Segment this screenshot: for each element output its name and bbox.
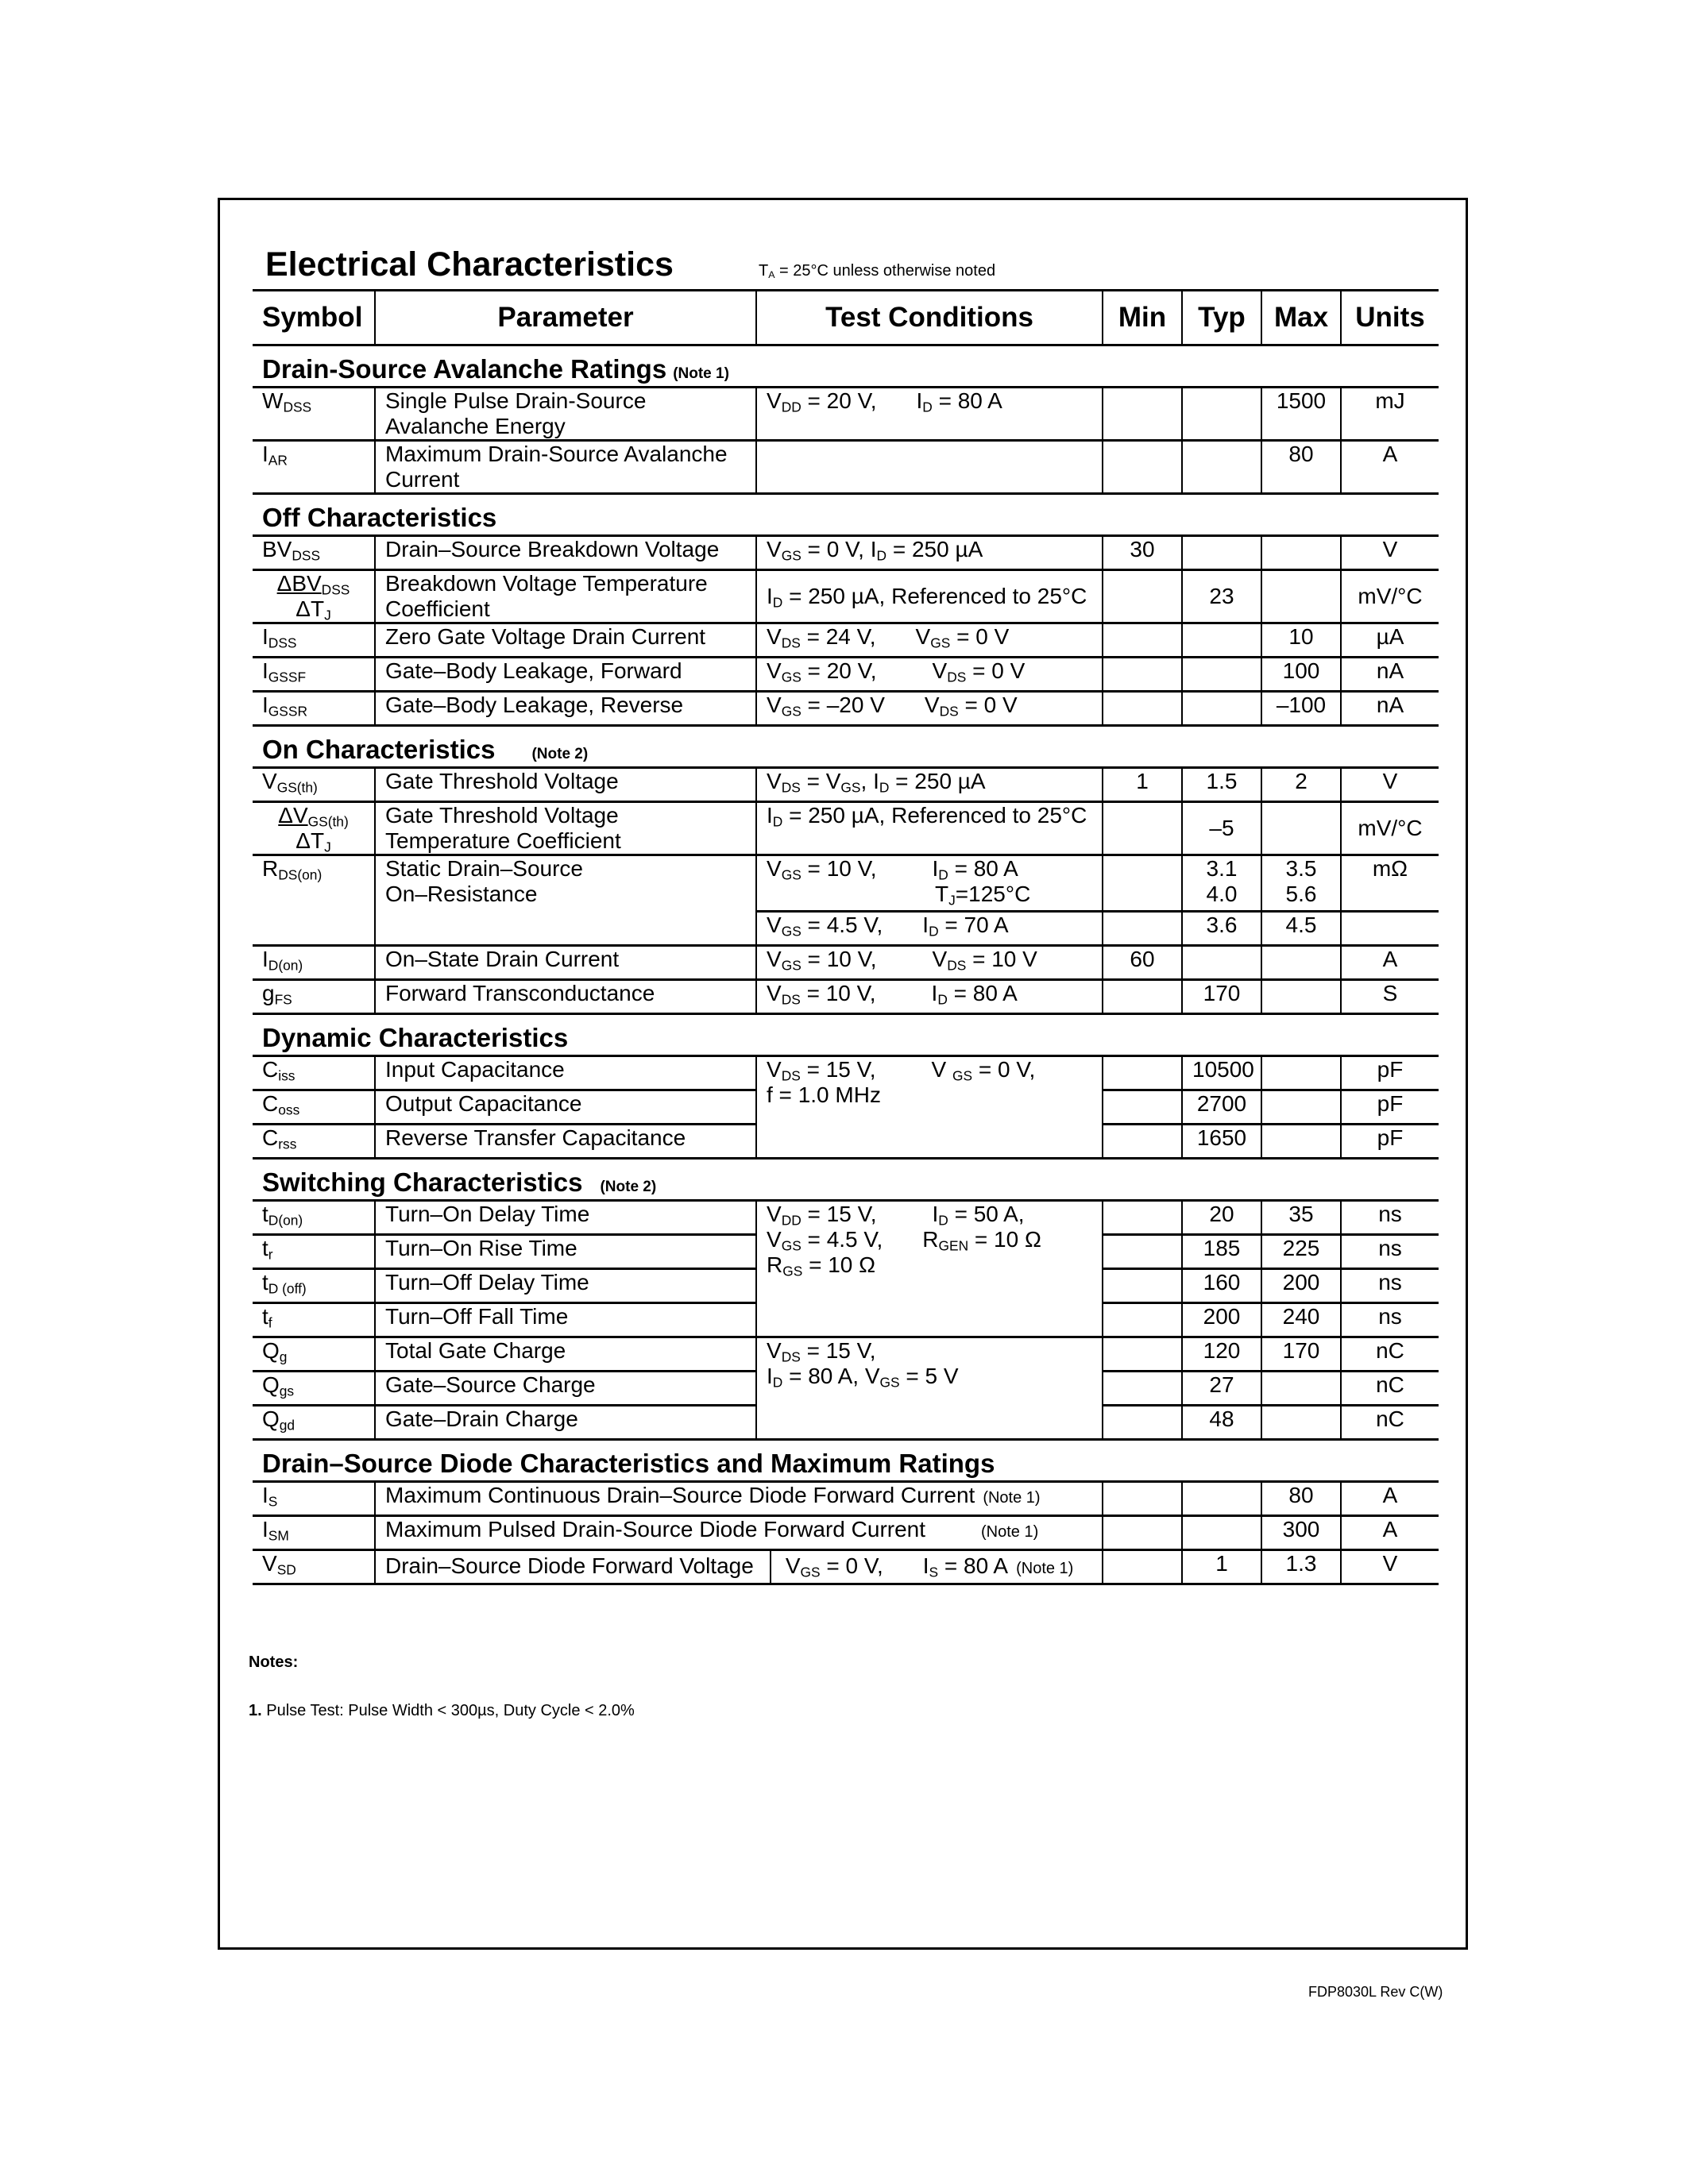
parameter: Static Drain–Source On–Resistance [375, 855, 756, 946]
max-value: 200 [1261, 1269, 1341, 1303]
temperature-condition: $T_A = 25^\circ C$ unless otherwise noted [759, 262, 996, 281]
section-on: On Characteristics (Note 2) [253, 726, 1439, 768]
test-conditions: $V_{GS} = 10$ V, $I_D = 80$ A $T_J=125^\circ C$ [756, 855, 1103, 912]
section-avalanche: Drain-Source Avalanche Ratings (Note 1) [253, 345, 1439, 388]
symbol-iar: $I_{AR}$ [253, 441, 375, 494]
parameter: Forward Transconductance [375, 980, 756, 1014]
max-value: 80 [1261, 1482, 1341, 1516]
units: S [1341, 980, 1439, 1014]
typ-value: 1.5 [1182, 768, 1261, 802]
typ-value: –5 [1182, 802, 1261, 855]
symbol-ciss: $C_{iss}$ [253, 1056, 375, 1090]
typ-value: 200 [1182, 1303, 1261, 1337]
parameter: On–State Drain Current [375, 946, 756, 980]
test-conditions: $V_{DS} = V_{GS}$, $I_D = 250$ µA [756, 768, 1103, 802]
table-row [253, 536, 1439, 570]
parameter: Gate–Body Leakage, Reverse [375, 692, 756, 726]
units: µA [1341, 623, 1439, 658]
parameter: Gate Threshold Voltage Temperature Coefficient [375, 802, 756, 855]
typ-value: 10500 [1182, 1056, 1261, 1090]
test-conditions: $V_{DS} = 15$ V, V $_{GS}$ = 0 V, f = 1.0 MHz [756, 1056, 1103, 1159]
section-dynamic: Dynamic Characteristics [253, 1014, 1439, 1056]
typ-value: 120 [1182, 1337, 1261, 1372]
parameter: Reverse Transfer Capacitance [375, 1125, 756, 1159]
symbol-tdon: $t_{D(on)}$ [253, 1201, 375, 1235]
max-value: 35 [1261, 1201, 1341, 1235]
table-row [253, 855, 1439, 912]
symbol-ism: $I_{SM}$ [253, 1516, 375, 1550]
parameter: Zero Gate Voltage Drain Current [375, 623, 756, 658]
symbol-coss: $C_{oss}$ [253, 1090, 375, 1125]
parameter: Input Capacitance [375, 1056, 756, 1090]
table-row [253, 658, 1439, 692]
symbol-bvdss: $BV_{DSS}$ [253, 536, 375, 570]
parameter: Drain–Source Diode Forward Voltage $V_{GS} = 0$ V, $I_S = 80$ A (Note 1) [375, 1550, 1103, 1584]
symbol-tr: $t_r$ [253, 1235, 375, 1269]
typ-value: 1650 [1182, 1125, 1261, 1159]
symbol-delta-bvdss: $\Delta BV_{DSS}$ $\Delta T_J$ [253, 570, 375, 623]
typ-value: 160 [1182, 1269, 1261, 1303]
table-row [253, 802, 1439, 855]
units: nC [1341, 1406, 1439, 1440]
header-symbol: Symbol [253, 291, 375, 345]
header-parameter: Parameter [375, 291, 756, 345]
units: V [1341, 768, 1439, 802]
symbol-delta-vgsth: $\Delta V_{GS(th)}$ $\Delta T_J$ [253, 802, 375, 855]
table-row [253, 1482, 1439, 1516]
parameter: Turn–On Rise Time [375, 1235, 756, 1269]
max-value: 1500 [1261, 388, 1341, 441]
symbol-rdson: $R_{DS(on)}$ [253, 855, 375, 946]
parameter: Turn–On Delay Time [375, 1201, 756, 1235]
symbol-wdss: $W_{DSS}$ [253, 388, 375, 441]
units: nC [1341, 1337, 1439, 1372]
symbol-igssf: $I_{GSSF}$ [253, 658, 375, 692]
symbol-idon: $I_{D(on)}$ [253, 946, 375, 980]
units: pF [1341, 1056, 1439, 1090]
typ-value: 3.6 [1182, 912, 1261, 946]
table-row [253, 1337, 1439, 1372]
symbol-qgd: $Q_{gd}$ [253, 1406, 375, 1440]
section-off: Off Characteristics [253, 494, 1439, 536]
test-conditions: $V_{DD} = 15$ V, $I_D = 50$ A, $V_{GS} = 4.5$ V, $R_{GEN} = 10$ Ω $R_{GS} = 10$ Ω [756, 1201, 1103, 1337]
units: ns [1341, 1235, 1439, 1269]
table-row [253, 623, 1439, 658]
max-value: 170 [1261, 1337, 1341, 1372]
test-conditions: $I_D = 250$ µA, Referenced to 25°C [756, 570, 1103, 623]
units: ns [1341, 1303, 1439, 1337]
test-conditions: $V_{GS} = 10$ V, $V_{DS} = 10$ V [756, 946, 1103, 980]
symbol-igssr: $I_{GSSR}$ [253, 692, 375, 726]
symbol-qgs: $Q_{gs}$ [253, 1372, 375, 1406]
max-value: 225 [1261, 1235, 1341, 1269]
units: mV/°C [1341, 802, 1439, 855]
section-diode: Drain–Source Diode Characteristics and Maximum Ratings [253, 1440, 1439, 1482]
header-min: Min [1103, 291, 1182, 345]
typ-value: 20 [1182, 1201, 1261, 1235]
units: pF [1341, 1125, 1439, 1159]
units: A [1341, 1516, 1439, 1550]
section-switching: Switching Characteristics (Note 2) [253, 1159, 1439, 1201]
parameter: Single Pulse Drain-Source Avalanche Energy [375, 388, 756, 441]
units: pF [1341, 1090, 1439, 1125]
min-value: 60 [1103, 946, 1182, 980]
test-conditions: $I_D = 250$ µA, Referenced to 25°C [756, 802, 1103, 855]
max-value: 100 [1261, 658, 1341, 692]
typ-value: 48 [1182, 1406, 1261, 1440]
parameter: Drain–Source Breakdown Voltage [375, 536, 756, 570]
test-conditions: $V_{GS} = 0$ V, $I_D = 250$ µA [756, 536, 1103, 570]
test-conditions: $V_{GS} = 20$ V, $V_{DS} = 0$ V [756, 658, 1103, 692]
parameter: Maximum Drain-Source Avalanche Current [375, 441, 756, 494]
table-row [253, 1201, 1439, 1235]
table-row [253, 441, 1439, 494]
symbol-gfs: $g_{FS}$ [253, 980, 375, 1014]
test-conditions: $V_{DD} = 20$ V, $I_D = 80$ A [756, 388, 1103, 441]
units: mJ [1341, 388, 1439, 441]
parameter: Gate–Body Leakage, Forward [375, 658, 756, 692]
typ-value: 23 [1182, 570, 1261, 623]
header-test-conditions: Test Conditions [756, 291, 1103, 345]
max-value: 10 [1261, 623, 1341, 658]
test-conditions: $V_{GS} = -20$ V $V_{DS} = 0$ V [756, 692, 1103, 726]
header-max: Max [1261, 291, 1341, 345]
table-header-row [253, 291, 1439, 345]
parameter: Maximum Pulsed Drain-Source Diode Forward Current (Note 1) [375, 1516, 1103, 1550]
symbol-idss: $I_{DSS}$ [253, 623, 375, 658]
units: A [1341, 1482, 1439, 1516]
min-value: 30 [1103, 536, 1182, 570]
parameter: Gate–Drain Charge [375, 1406, 756, 1440]
table-row [253, 768, 1439, 802]
max-value: 1.3 [1261, 1550, 1341, 1584]
max-value: 4.5 [1261, 912, 1341, 946]
table-row [253, 1516, 1439, 1550]
symbol-qg: $Q_g$ [253, 1337, 375, 1372]
parameter: Breakdown Voltage Temperature Coefficient [375, 570, 756, 623]
symbol-vsd: $V_{SD}$ [253, 1550, 375, 1584]
table-row [253, 388, 1439, 441]
symbol-vgsth: $V_{GS(th)}$ [253, 768, 375, 802]
units: nA [1341, 658, 1439, 692]
document-footer: FDP8030L Rev C(W) [1308, 1984, 1443, 2000]
typ-value: 27 [1182, 1372, 1261, 1406]
symbol-tdoff: $t_{D (off)}$ [253, 1269, 375, 1303]
test-conditions: $V_{DS} = 10$ V, $I_D = 80$ A [756, 980, 1103, 1014]
test-conditions: $V_{DS} = 24$ V, $V_{GS} = 0$ V [756, 623, 1103, 658]
max-value: 80 [1261, 441, 1341, 494]
typ-value: 2700 [1182, 1090, 1261, 1125]
max-value: –100 [1261, 692, 1341, 726]
max-value: 300 [1261, 1516, 1341, 1550]
units: nA [1341, 692, 1439, 726]
table-row [253, 1550, 1439, 1584]
max-value: 240 [1261, 1303, 1341, 1337]
units: A [1341, 946, 1439, 980]
min-value: 1 [1103, 768, 1182, 802]
header-units: Units [1341, 291, 1439, 345]
parameter: Turn–Off Fall Time [375, 1303, 756, 1337]
units: ns [1341, 1201, 1439, 1235]
test-conditions: $V_{GS} = 4.5$ V, $I_D = 70$ A [756, 912, 1103, 946]
max-value: 2 [1261, 768, 1341, 802]
typ-value: 170 [1182, 980, 1261, 1014]
header-typ: Typ [1182, 291, 1261, 345]
units: mV/°C [1341, 570, 1439, 623]
page-title: Electrical Characteristics [265, 245, 674, 284]
table-row [253, 692, 1439, 726]
units: V [1341, 536, 1439, 570]
table-row [253, 946, 1439, 980]
units: V [1341, 1550, 1439, 1584]
table-row [253, 980, 1439, 1014]
parameter: Turn–Off Delay Time [375, 1269, 756, 1303]
units: nC [1341, 1372, 1439, 1406]
electrical-characteristics-table [253, 289, 1439, 1585]
parameter: Gate–Source Charge [375, 1372, 756, 1406]
notes-heading: Notes: [249, 1653, 299, 1671]
typ-value: 185 [1182, 1235, 1261, 1269]
units: mΩ [1341, 855, 1439, 912]
parameter: Output Capacitance [375, 1090, 756, 1125]
symbol-tf: $t_f$ [253, 1303, 375, 1337]
parameter: Total Gate Charge [375, 1337, 756, 1372]
typ-value: 3.1 4.0 [1182, 855, 1261, 912]
units: ns [1341, 1269, 1439, 1303]
parameter: Maximum Continuous Drain–Source Diode Forward Current (Note 1) [375, 1482, 1103, 1516]
note-1: 1. Pulse Test: Pulse Width < 300µs, Duty Cycle < 2.0% [249, 1702, 635, 1719]
table-row [253, 570, 1439, 623]
units: A [1341, 441, 1439, 494]
symbol-is: $I_S$ [253, 1482, 375, 1516]
parameter: Gate Threshold Voltage [375, 768, 756, 802]
table-row [253, 1056, 1439, 1090]
test-conditions: $V_{DS} = 15$ V, $I_D = 80$ A, $V_{GS} = 5$ V [756, 1337, 1103, 1440]
symbol-crss: $C_{rss}$ [253, 1125, 375, 1159]
max-value: 3.5 5.6 [1261, 855, 1341, 912]
typ-value: 1 [1182, 1550, 1261, 1584]
